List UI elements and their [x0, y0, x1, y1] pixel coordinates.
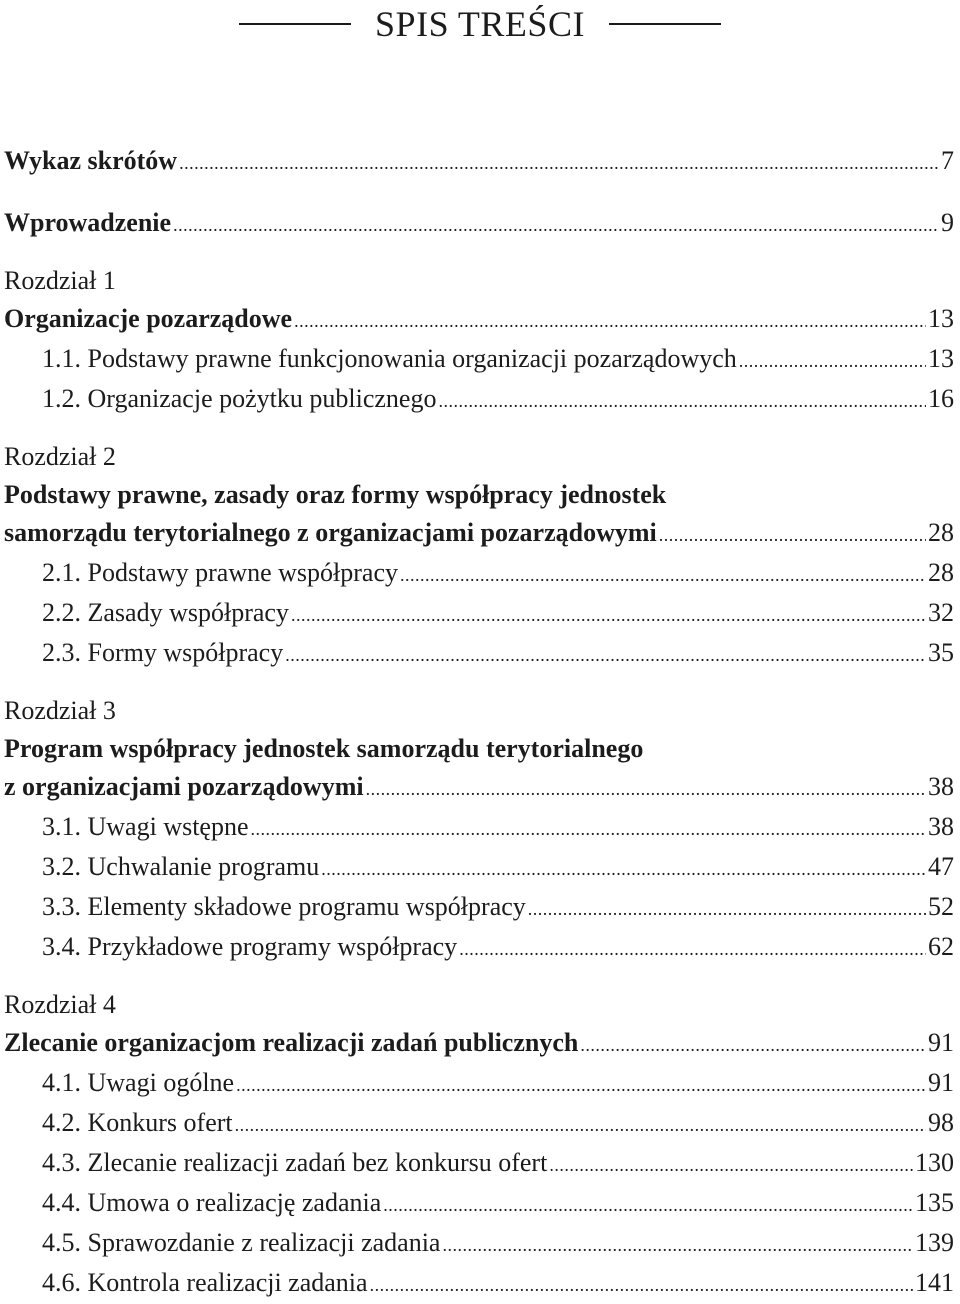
chapter-block — [4, 438, 954, 674]
dot-leader — [549, 1146, 913, 1184]
dot-leader — [173, 206, 939, 244]
dot-leader — [370, 1266, 913, 1304]
toc-entry-section[interactable] — [4, 1264, 954, 1304]
toc-entry-chapter-page-number: 13 — [928, 304, 954, 333]
toc-entry-section-label: 3.4. Przykładowe programy współpracy — [42, 932, 458, 961]
toc-entry-section-label: 2.2. Zasady współpracy — [42, 598, 289, 627]
toc-entry-section-page-number: 13 — [928, 344, 954, 373]
title-rule-right — [609, 23, 721, 25]
toc-entry-section-label: 1.2. Organizacje pożytku publicznego — [42, 384, 437, 413]
toc-entry-section-label: 2.1. Podstawy prawne współpracy — [42, 558, 398, 587]
chapter-block — [4, 692, 954, 968]
toc-entry-section-label: 4.3. Zlecanie realizacji zadań bez konkursu ofert — [42, 1148, 548, 1177]
toc-entry-section-page-number: 130 — [915, 1148, 954, 1177]
dot-leader — [236, 1066, 926, 1104]
toc-entry-chapter-page-number: 28 — [928, 518, 954, 547]
chapter-heading: Rozdział 3 — [4, 696, 116, 725]
toc-entry-chapter[interactable] — [4, 768, 954, 808]
toc-entry-section[interactable] — [4, 1064, 954, 1104]
toc-entry-chapter-label: z organizacjami pozarządowymi — [4, 772, 364, 801]
toc-entry-section-label: 2.3. Formy współpracy — [42, 638, 284, 667]
toc-entry-section[interactable] — [4, 1224, 954, 1264]
toc-entry-chapter-page-number: 91 — [928, 1028, 954, 1057]
chapter-heading: Rozdział 2 — [4, 442, 116, 471]
page-title: SPIS TREŚCI — [375, 4, 585, 44]
chapter-heading: Rozdział 4 — [4, 990, 116, 1019]
toc-entry-front-label: Wprowadzenie — [4, 208, 172, 237]
toc-entry-section-page-number: 47 — [928, 852, 954, 881]
chapter-title-line: Podstawy prawne, zasady oraz formy współpracy jednostek — [4, 480, 667, 509]
title-rule-left — [239, 23, 351, 25]
toc-entry-section-page-number: 91 — [928, 1068, 954, 1097]
toc-entry-section-page-number: 141 — [915, 1268, 954, 1297]
toc-entry-section[interactable] — [4, 340, 954, 380]
dot-leader — [291, 596, 926, 634]
toc-entry-section-page-number: 28 — [928, 558, 954, 587]
dot-leader — [285, 636, 926, 674]
toc-entry-section-label: 1.1. Podstawy prawne funkcjonowania organizacji pozarządowych — [42, 344, 737, 373]
toc-entry-section[interactable] — [4, 1184, 954, 1224]
chapter-heading: Rozdział 1 — [4, 266, 116, 295]
toc-entry-section-page-number: 16 — [928, 384, 954, 413]
toc-entry-section[interactable] — [4, 380, 954, 420]
dot-leader — [251, 810, 926, 848]
dot-leader — [294, 302, 926, 340]
toc-entry-section[interactable] — [4, 554, 954, 594]
toc-entry-front[interactable] — [4, 142, 954, 182]
toc-entry-section-label: 4.4. Umowa o realizację zadania — [42, 1188, 382, 1217]
chapter-block — [4, 262, 954, 420]
toc-entry-section-page-number: 35 — [928, 638, 954, 667]
toc-entry-section[interactable] — [4, 928, 954, 968]
toc-entry-section-label: 4.6. Kontrola realizacji zadania — [42, 1268, 368, 1297]
toc-entry-section-label: 3.1. Uwagi wstępne — [42, 812, 249, 841]
table-of-contents — [4, 142, 954, 1304]
dot-leader — [400, 556, 926, 594]
toc-entry-section[interactable] — [4, 594, 954, 634]
dot-leader — [528, 890, 926, 928]
toc-entry-section-page-number: 139 — [915, 1228, 954, 1257]
toc-entry-chapter-label: Zlecanie organizacjom realizacji zadań publicznych — [4, 1028, 579, 1057]
toc-entry-section[interactable] — [4, 888, 954, 928]
toc-entry-section-label: 4.1. Uwagi ogólne — [42, 1068, 235, 1097]
chapter-title-line: Program współpracy jednostek samorządu terytorialnego — [4, 734, 644, 763]
dot-leader — [235, 1106, 926, 1144]
toc-entry-section[interactable] — [4, 634, 954, 674]
toc-entry-section-label: 4.2. Konkurs ofert — [42, 1108, 233, 1137]
toc-entry-section[interactable] — [4, 808, 954, 848]
toc-entry-front-label: Wykaz skrótów — [4, 146, 178, 175]
dot-leader — [366, 770, 926, 808]
dot-leader — [321, 850, 926, 888]
toc-entry-section-page-number: 98 — [928, 1108, 954, 1137]
toc-entry-chapter-label: Organizacje pozarządowe — [4, 304, 293, 333]
toc-entry-chapter-page-number: 38 — [928, 772, 954, 801]
toc-entry-section-label: 3.3. Elementy składowe programu współpracy — [42, 892, 526, 921]
toc-entry-section[interactable] — [4, 1144, 954, 1184]
toc-entry-section-label: 4.5. Sprawozdanie z realizacji zadania — [42, 1228, 441, 1257]
dot-leader — [438, 382, 926, 420]
toc-entry-section-page-number: 32 — [928, 598, 954, 627]
toc-entry-front-page-number: 9 — [941, 208, 954, 237]
dot-leader — [739, 342, 926, 380]
toc-entry-section[interactable] — [4, 1104, 954, 1144]
toc-entry-chapter-label: samorządu terytorialnego z organizacjami pozarządowymi — [4, 518, 657, 547]
toc-entry-chapter[interactable] — [4, 1024, 954, 1064]
toc-entry-front[interactable] — [4, 204, 954, 244]
dot-leader — [383, 1186, 913, 1224]
chapter-block — [4, 986, 954, 1304]
title-row — [0, 0, 960, 48]
dot-leader — [179, 144, 939, 182]
dot-leader — [659, 516, 926, 554]
toc-entry-section-page-number: 135 — [915, 1188, 954, 1217]
dot-leader — [459, 930, 926, 968]
dot-leader — [442, 1226, 913, 1264]
toc-entry-section-page-number: 38 — [928, 812, 954, 841]
toc-entry-chapter[interactable] — [4, 514, 954, 554]
toc-entry-section-label: 3.2. Uchwalanie programu — [42, 852, 320, 881]
dot-leader — [580, 1026, 926, 1064]
toc-entry-section-page-number: 52 — [928, 892, 954, 921]
toc-entry-section[interactable] — [4, 848, 954, 888]
toc-entry-front-page-number: 7 — [941, 146, 954, 175]
toc-entry-chapter[interactable] — [4, 300, 954, 340]
toc-entry-section-page-number: 62 — [928, 932, 954, 961]
